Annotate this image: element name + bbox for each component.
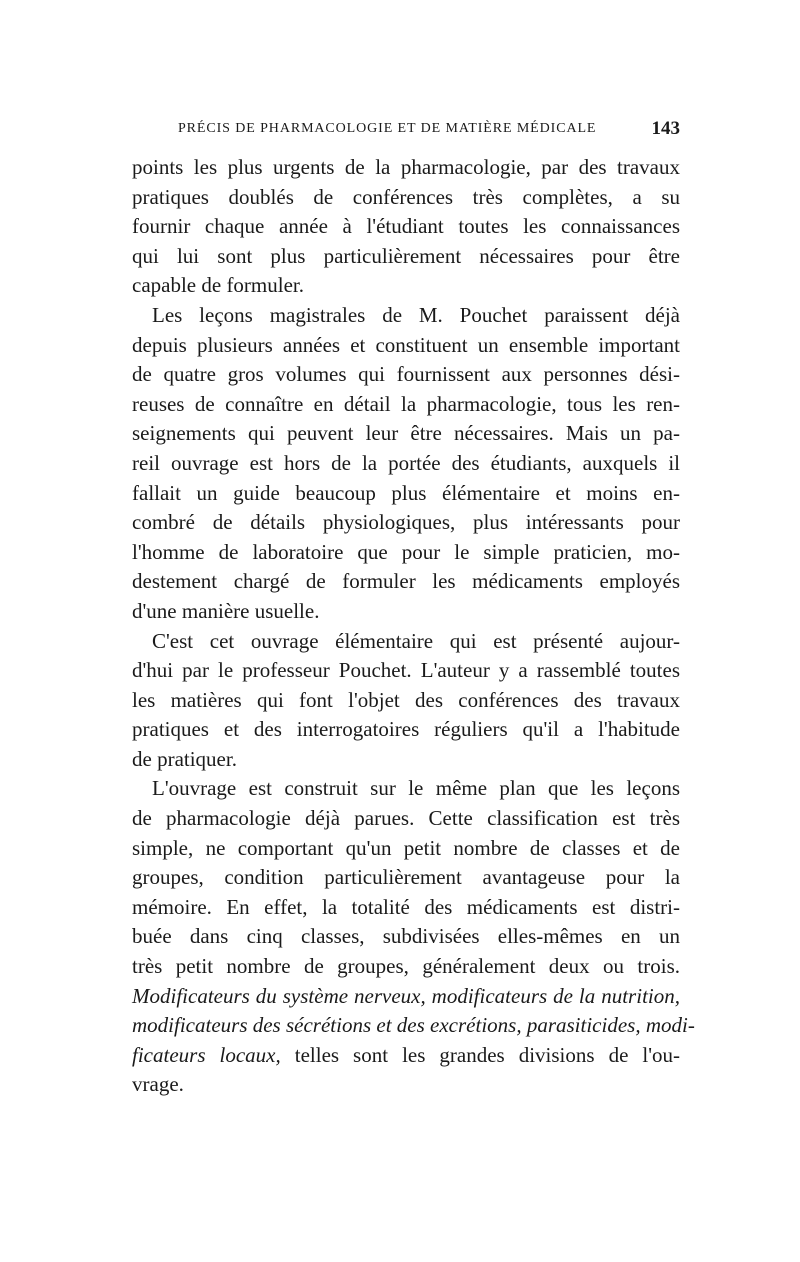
text-line: fallait un guide beaucoup plus élémentaire et moins en- [132,480,680,505]
text-line: seignements qui peuvent leur être nécessaires. Mais un pa- [132,421,680,446]
page-number: 143 [651,118,680,139]
text-line: d'une manière usuelle. [132,598,320,623]
text-line: points les plus urgents de la pharmacologie, par des travaux [132,155,680,179]
text-line: très petit nombre de groupes, généralement deux ou trois. [132,954,680,979]
running-title: PRÉCIS DE PHARMACOLOGIE ET DE MATIÈRE MÉDICALE [178,121,597,136]
text-line: combré de détails physiologiques, plus intéressants pour [132,510,680,535]
text-line: buée dans cinq classes, subdivisées elles-mêmes en un [132,924,680,949]
text-line: les matières qui font l'objet des conférences des travaux [132,687,680,712]
text-line: reuses de connaître en détail la pharmacologie, tous les ren- [132,391,680,416]
body-text [132,153,695,1100]
running-head [132,118,680,144]
text-line-italic: modificateurs des sécrétions et des excrétions, parasiticides, modi- [132,1013,695,1038]
text-line: d'hui par le professeur Pouchet. L'auteur y a rassemblé toutes [132,658,680,683]
text-line-mixed [132,1041,680,1071]
text-line: L'ouvrage est construit sur le même plan que les leçons [152,776,680,801]
text-line: fournir chaque année à l'étudiant toutes les connaissances [132,214,680,239]
text-line: de pratiquer. [132,746,237,771]
italic-fragment: ficateurs locaux, [132,1042,281,1067]
text-line: depuis plusieurs années et constituent un ensemble important [132,332,680,357]
text-line: mémoire. En effet, la totalité des médicaments est distri- [132,894,680,919]
text-line: reil ouvrage est hors de la portée des étudiants, auxquels il [132,450,680,475]
text-line: de quatre gros volumes qui fournissent aux personnes dési- [132,362,680,387]
text-line: pratiques et des interrogatoires réguliers qu'il a l'habitude [132,717,680,742]
text-line: pratiques doublés de conférences très complètes, a su [132,184,680,209]
text-line: destement chargé de formuler les médicaments employés [132,569,680,594]
text-line: groupes, condition particulièrement avantageuse pour la [132,865,680,890]
text-line: qui lui sont plus particulièrement nécessaires pour être [132,243,680,268]
text-line: capable de formuler. [132,273,304,298]
roman-fragment: telles sont les grandes divisions de l'ou- [280,1042,681,1067]
text-line: de pharmacologie déjà parues. Cette classification est très [132,806,680,831]
text-line: C'est cet ouvrage élémentaire qui est présenté aujour- [152,628,680,653]
text-line: simple, ne comportant qu'un petit nombre de classes et de [132,835,680,860]
text-line-italic: Modificateurs du système nerveux, modificateurs de la nutrition, [132,983,680,1008]
text-line: l'homme de laboratoire que pour le simple praticien, mo- [132,539,680,564]
text-line: vrage. [132,1072,184,1097]
text-line: Les leçons magistrales de M. Pouchet paraissent déjà [152,302,680,327]
